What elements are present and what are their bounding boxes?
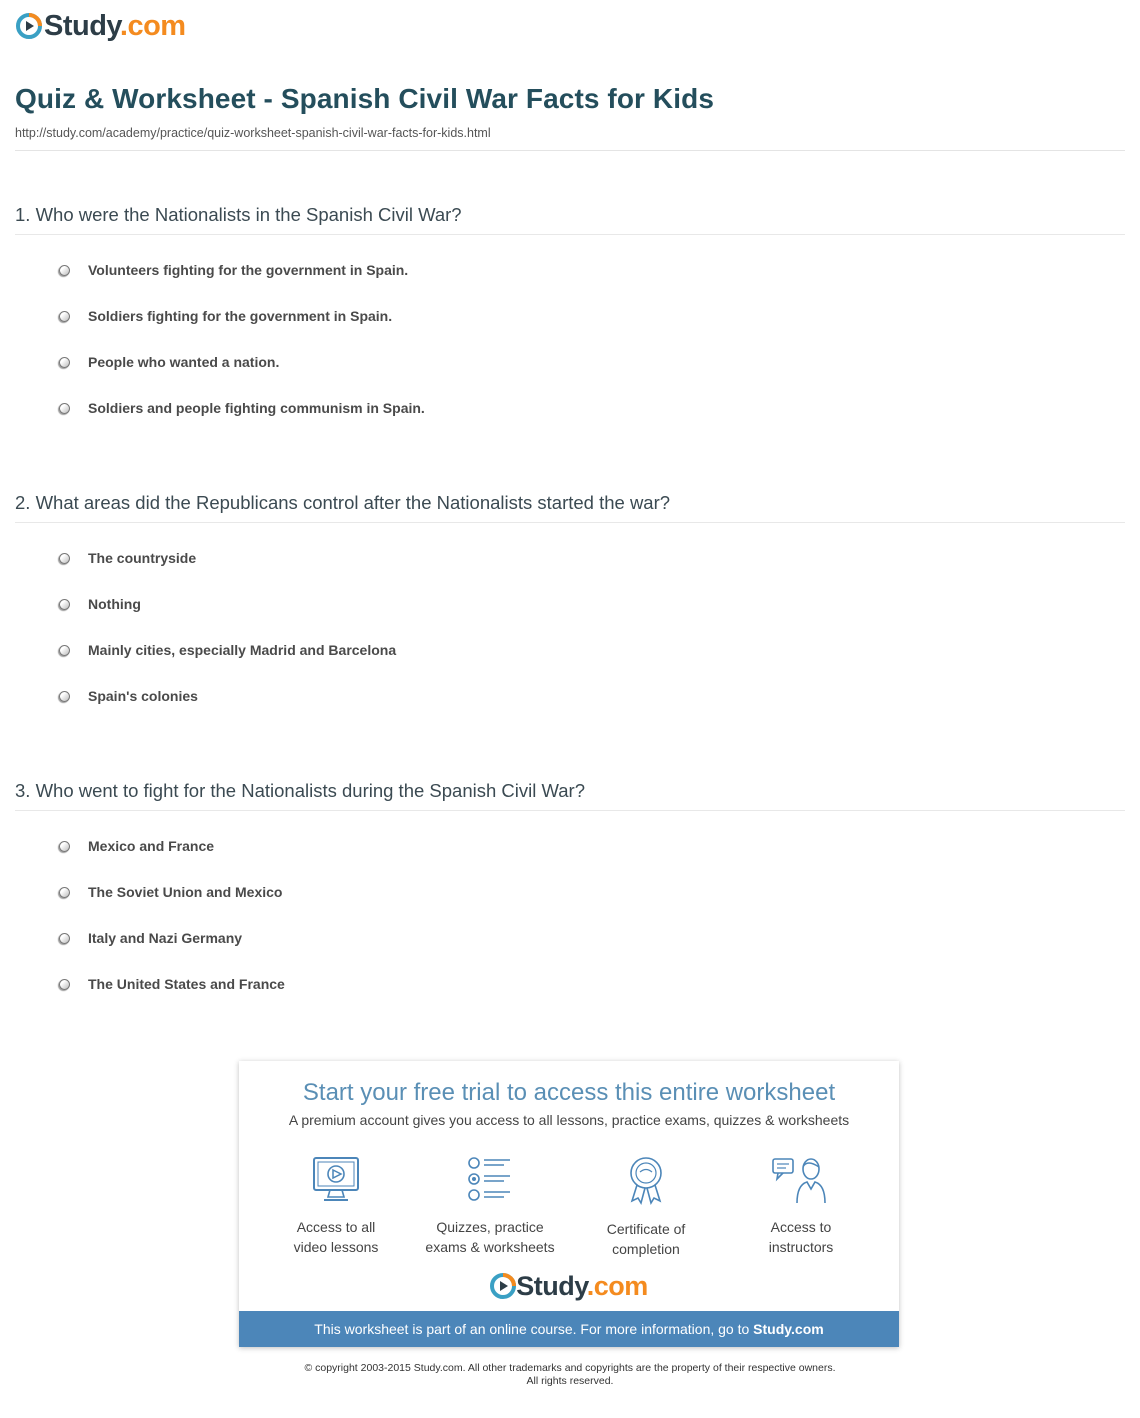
feature-label-line1: Quizzes, practice xyxy=(436,1219,544,1235)
question-text: 1. Who were the Nationalists in the Spanish Civil War? xyxy=(15,204,462,225)
question-divider xyxy=(15,234,1125,235)
answer-option[interactable]: The United States and France xyxy=(59,974,285,994)
answer-option[interactable]: Nothing xyxy=(59,594,141,614)
play-circle-icon xyxy=(16,13,42,39)
promo-title[interactable]: Start your free trial to access this entire worksheet xyxy=(302,1079,836,1106)
rights-line: All rights reserved. xyxy=(526,1375,614,1387)
feature-quizzes xyxy=(415,1155,565,1257)
feature-video-lessons xyxy=(261,1155,411,1257)
answer-option[interactable]: People who wanted a nation. xyxy=(59,352,279,372)
feature-instructors xyxy=(726,1155,876,1257)
answer-option[interactable]: Mexico and France xyxy=(59,836,214,856)
question-divider xyxy=(15,810,1125,811)
feature-label-line2: instructors xyxy=(768,1239,834,1255)
answer-option[interactable]: Mainly cities, especially Madrid and Barcelona xyxy=(59,640,396,660)
radio-button[interactable] xyxy=(59,887,70,898)
question-3 xyxy=(15,778,1125,1008)
radio-button[interactable] xyxy=(59,599,70,610)
feature-label-line2: video lessons xyxy=(293,1239,379,1255)
answer-option[interactable]: The Soviet Union and Mexico xyxy=(59,882,282,902)
promo-study-logo[interactable] xyxy=(239,1271,899,1301)
answer-option[interactable]: Soldiers fighting for the government in Spain. xyxy=(59,306,392,326)
checklist-icon xyxy=(464,1155,516,1205)
copyright-footer xyxy=(0,1362,1140,1388)
free-trial-promo xyxy=(239,1061,899,1347)
answer-option[interactable]: The countryside xyxy=(59,548,196,568)
feature-certificate xyxy=(571,1155,721,1259)
question-divider xyxy=(15,522,1125,523)
radio-button[interactable] xyxy=(59,553,70,564)
logo-wordmark: Study.com xyxy=(516,1271,648,1301)
question-1 xyxy=(15,202,1125,432)
header-divider xyxy=(15,150,1125,151)
radio-button[interactable] xyxy=(59,403,70,414)
course-info-bar xyxy=(239,1311,899,1347)
feature-label-line2: exams & worksheets xyxy=(425,1239,555,1255)
promo-subtitle: A premium account gives you access to all lessons, practice exams, quizzes & worksheets xyxy=(288,1112,850,1128)
certificate-ribbon-icon xyxy=(620,1155,672,1207)
answer-option[interactable]: Volunteers fighting for the government in Spain. xyxy=(59,260,408,280)
course-info-text: This worksheet is part of an online course. For more information, go to xyxy=(314,1321,754,1337)
question-2 xyxy=(15,490,1125,720)
study-link[interactable]: Study.com xyxy=(753,1321,824,1337)
feature-label-line1: Certificate of xyxy=(606,1221,686,1237)
radio-button[interactable] xyxy=(59,645,70,656)
radio-button[interactable] xyxy=(59,979,70,990)
answer-option[interactable]: Soldiers and people fighting communism in Spain. xyxy=(59,398,425,418)
logo-wordmark: Study.com xyxy=(44,10,186,42)
question-text: 3. Who went to fight for the Nationalists during the Spanish Civil War? xyxy=(15,780,586,801)
radio-button[interactable] xyxy=(59,265,70,276)
video-monitor-icon xyxy=(310,1155,362,1205)
page-url[interactable]: http://study.com/academy/practice/quiz-worksheet-spanish-civil-war-facts-for-kids.html xyxy=(15,126,491,140)
radio-button[interactable] xyxy=(59,691,70,702)
study-logo[interactable] xyxy=(16,10,186,42)
radio-button[interactable] xyxy=(59,841,70,852)
instructor-chat-icon xyxy=(771,1155,831,1205)
feature-label-line1: Access to all xyxy=(296,1219,376,1235)
feature-label-line1: Access to xyxy=(770,1219,832,1235)
answer-option[interactable]: Spain's colonies xyxy=(59,686,198,706)
page-title: Quiz & Worksheet - Spanish Civil War Facts for Kids xyxy=(15,83,715,114)
question-text: 2. What areas did the Republicans control after the Nationalists started the war? xyxy=(15,492,671,513)
radio-button[interactable] xyxy=(59,311,70,322)
copyright-line: © copyright 2003-2015 Study.com. All other trademarks and copyrights are the property of their respective owners. xyxy=(304,1362,836,1374)
answer-option[interactable]: Italy and Nazi Germany xyxy=(59,928,242,948)
feature-label-line2: completion xyxy=(612,1241,680,1257)
play-circle-icon xyxy=(490,1273,516,1299)
radio-button[interactable] xyxy=(59,933,70,944)
radio-button[interactable] xyxy=(59,357,70,368)
